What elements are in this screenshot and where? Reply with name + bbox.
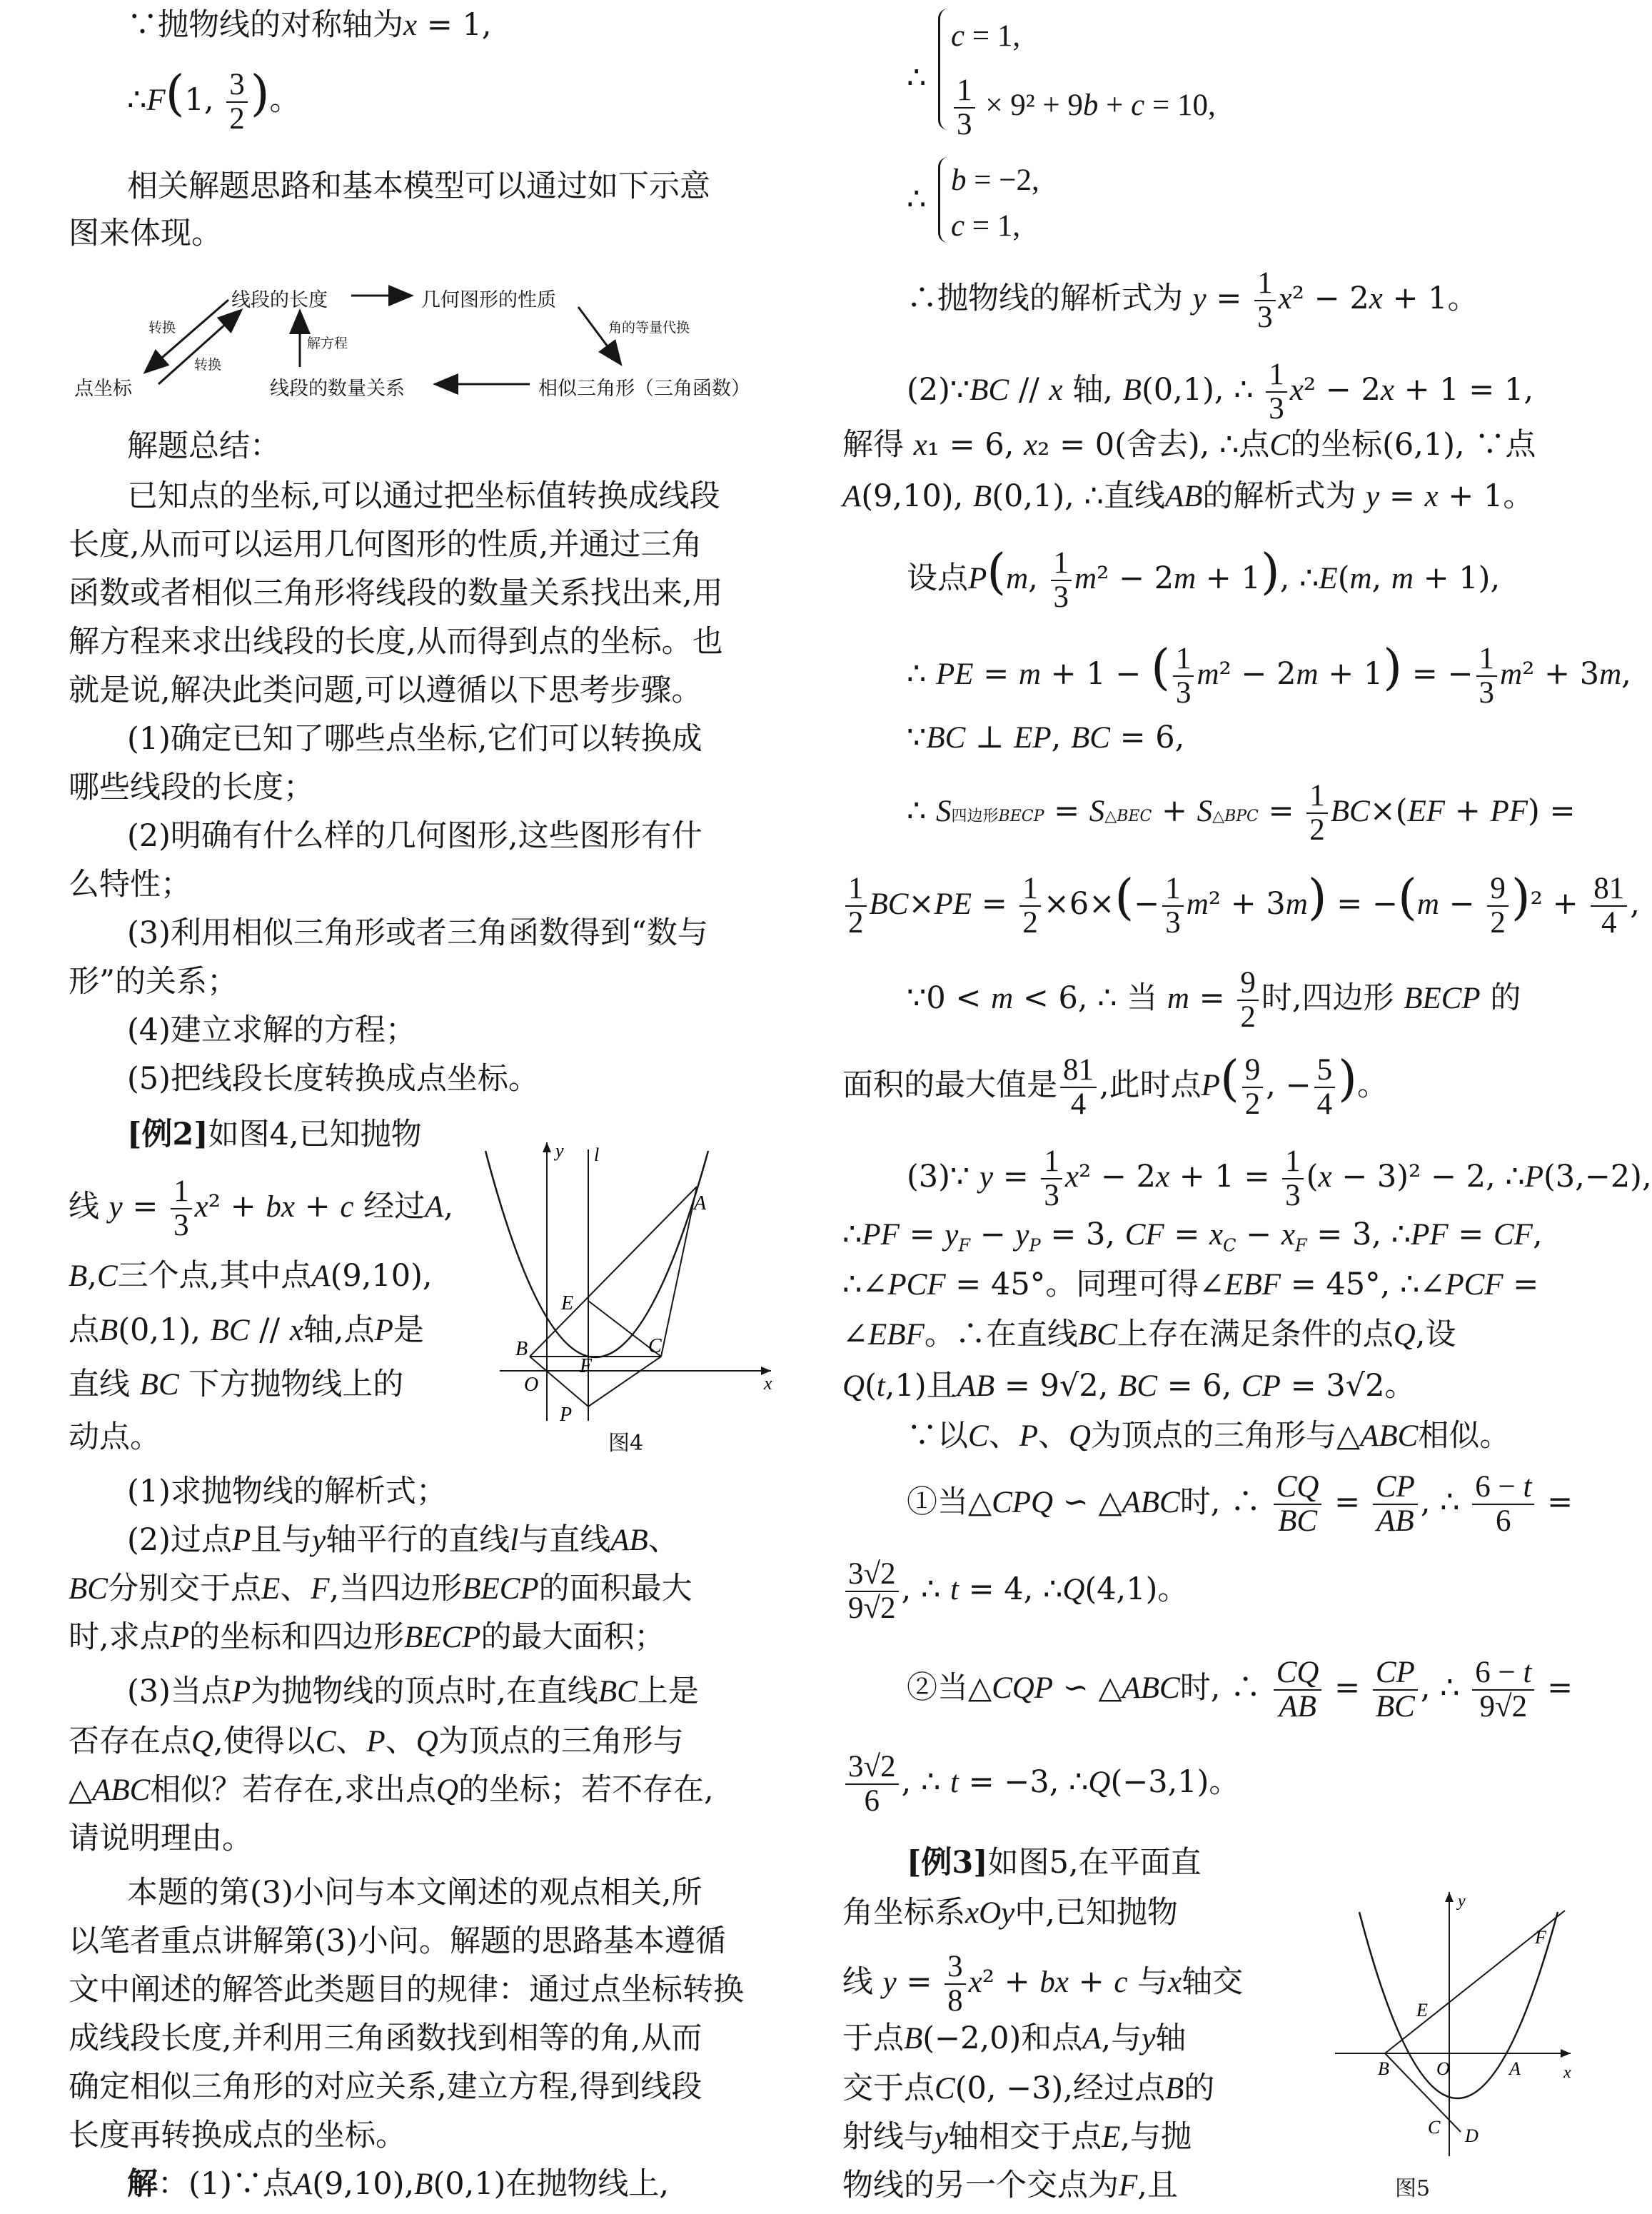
diagram-edge-label: 角的等量代换	[608, 320, 690, 336]
text-line: 文中阐述的解答此类题目的规律：通过点坐标转换	[69, 1972, 744, 2008]
fig5-label-O: O	[1436, 2058, 1450, 2079]
fig5-label-E: E	[1416, 2000, 1428, 2021]
diagram-arrows	[0, 271, 785, 414]
text-line: 确定相似三角形的对应关系,建立方程,得到线段	[69, 2069, 702, 2105]
text-line: 解：(1)∵点A(9,10),B(0,1)在抛物线上,	[127, 2166, 670, 2202]
text-line: ∵以C、P、Q为顶点的三角形与△ABC相似。	[907, 1418, 1511, 1454]
text-line: 直线 BC 下方抛物线上的	[69, 1367, 404, 1402]
text-line: 解得 x₁ = 6, x₂ = 0(舍去), ∴点C的坐标(6,1), ∵点	[842, 427, 1536, 463]
diagram-node-point-coordinates: 点坐标	[74, 378, 132, 400]
brace	[938, 9, 949, 130]
text-line: 角坐标系xOy中,已知抛物	[842, 1895, 1178, 1931]
equation-line: b = −2,	[951, 163, 1039, 197]
text-line: ∴ PE = m + 1 − ( $\frac{1}{3}$ m² − 2m + 1) = − $\frac{1}{3}$ m² + 3m,	[907, 639, 1631, 710]
text-line: 解题总结：	[127, 428, 281, 464]
diagram-edge-label: 转换	[194, 357, 222, 373]
text-line: 请说明理由。	[69, 1821, 253, 1856]
text-line: (3)∵ y = $\frac{1}{3}$ x² − 2x + 1 = $\frac{1}{3}$ (x − 3)² − 2, ∴P(3,−2),	[907, 1144, 1652, 1212]
text-line: 已知点的坐标,可以通过把坐标值转换成线段	[127, 478, 720, 514]
text-line: $\frac{3√2}{6}$ , ∴ t = −3, ∴Q(−3,1)。	[842, 1751, 1239, 1818]
text-line: (3)利用相似三角形或者三角函数得到“数与	[127, 915, 708, 951]
text-line: 动点。	[69, 1419, 161, 1455]
text-line: 形”的关系；	[69, 964, 238, 1000]
text-line: 长度,从而可以运用几何图形的性质,并通过三角	[69, 527, 702, 563]
text-line: 线 y = $\frac{1}{3}$ x² + bx + c 经过A,	[69, 1174, 454, 1242]
text-line: [例2]如图4,已知抛物	[127, 1117, 422, 1152]
figure-5	[1278, 1885, 1575, 2170]
diagram-node-geometry-properties: 几何图形的性质	[421, 289, 556, 311]
text-line: (1)确定已知了哪些点坐标,它们可以转换成	[127, 721, 702, 757]
text-line: 点B(0,1), BC // x轴,点P是	[69, 1312, 424, 1348]
fig4-label-P: P	[560, 1404, 573, 1426]
equation-line: c = 1,	[951, 209, 1021, 243]
text-line: A(9,10), B(0,1), ∴直线AB的解析式为 y = x + 1。	[842, 478, 1534, 514]
text-line: ∵0 < m < 6, ∴ 当 m = $\frac{9}{2}$ 时,四边形 BECP 的	[907, 966, 1521, 1034]
fig5-label-y: y	[1458, 1892, 1466, 1911]
text-line: ②当△CQP ∽ △ABC时, ∴ $\frac{CQ}{AB}$ = $\frac{CP}{BC}$ , ∴ $\frac{6 - t}{9√2}$ =	[907, 1656, 1573, 1724]
diagram-edge-label: 解方程	[307, 336, 348, 351]
text-line: ∴PF = $y_F - y_P = 3$, CF = $x_C - x_F = 3$, ∴PF = CF,	[842, 1217, 1543, 1256]
text-line: 么特性；	[69, 867, 191, 902]
text-line: (4)建立求解的方程；	[127, 1012, 416, 1048]
fig5-label-C: C	[1428, 2117, 1441, 2138]
text-line: ∴∠PCF = 45°。同理可得∠EBF = 45°, ∴∠PCF =	[842, 1267, 1539, 1302]
text-line: 函数或者相似三角形将线段的数量关系找出来,用	[69, 575, 723, 611]
equation-line: c = 1,	[951, 19, 1021, 53]
text-line: B,C三个点,其中点A(9,10),	[69, 1258, 433, 1294]
fig5-label-F: F	[1535, 1927, 1546, 1948]
text-line: 相关解题思路和基本模型可以通过如下示意	[127, 168, 710, 204]
text-line: ∵BC ⊥ EP, BC = 6,	[907, 720, 1185, 755]
text-line: (5)把线段长度转换成点坐标。	[127, 1061, 539, 1097]
text-line: 否存在点Q,使得以C、P、Q为顶点的三角形与	[69, 1724, 684, 1759]
text-line: 面积的最大值是 $\frac{81}{4}$ ,此时点P( $\frac{9}{2}$ , − $\frac{5}{4}$ )。	[842, 1050, 1389, 1121]
fig4-label-y: y	[555, 1140, 564, 1161]
text-line: 于点B(−2,0)和点A,与y轴	[842, 2021, 1187, 2056]
text-line: $\frac{1}{2}$ BC×PE = $\frac{1}{2}$ ×6×(− $\frac{1}{3}$ m² + 3m) = −(m − $\frac{9}{2}$ )² + $\frac{81}{4}$ ,	[842, 872, 1640, 940]
text-line: BC分别交于点E、F,当四边形BECP的面积最大	[69, 1571, 692, 1606]
text-line: 解方程来求出线段的长度,从而得到点的坐标。也	[69, 624, 723, 660]
brace	[938, 157, 949, 243]
text-line: 线 y = $\frac{3}{8}$ x² + bx + c 与x轴交	[842, 1950, 1244, 2018]
text-line: (2)∵BC // x 轴, B(0,1), ∴ $\frac{1}{3}$ x² − 2x + 1 = 1,	[907, 358, 1534, 426]
text-line: 哪些线段的长度；	[69, 770, 314, 805]
text-line: ∴F(1, $\frac{3}{2}$ )。	[127, 65, 301, 136]
text-line: ∴抛物线的解析式为 y = $\frac{1}{3}$ x² − 2x + 1。	[907, 266, 1479, 334]
fig4-label-C: C	[648, 1335, 662, 1357]
fig5-label-A: A	[1509, 2058, 1521, 2079]
text-line: 本题的第(3)小问与本文阐述的观点相关,所	[127, 1875, 702, 1911]
text-line: △ABC相似？若存在,求出点Q的坐标；若不存在,	[69, 1772, 714, 1808]
diagram-node-quantity-relation: 线段的数量关系	[270, 378, 405, 400]
diagram-edge-label: 转换	[148, 320, 176, 336]
figure-4-caption: 图4	[608, 1431, 644, 1456]
text-line: (2)过点P且与y轴平行的直线l与直线AB、	[127, 1522, 679, 1558]
text-line: (1)求抛物线的解析式；	[127, 1474, 447, 1509]
fig4-label-O: O	[524, 1374, 539, 1396]
text-line: ∠EBF。∴在直线BC上存在满足条件的点Q,设	[842, 1317, 1456, 1352]
text-line: ∴	[907, 60, 927, 96]
fig5-label-x: x	[1563, 2063, 1571, 2082]
diagram-node-segment-length: 线段的长度	[231, 289, 328, 311]
fig4-label-F: F	[580, 1355, 593, 1377]
diagram-node-similar-triangles: 相似三角形（三角函数）	[538, 378, 750, 400]
text-line: (3)当点P为抛物线的顶点时,在直线BC上是	[127, 1674, 699, 1709]
text-line: ∵抛物线的对称轴为x = 1,	[127, 7, 492, 43]
text-line: 射线与y轴相交于点E,与抛	[842, 2119, 1192, 2155]
text-line: 交于点C(0, −3),经过点B的	[842, 2070, 1215, 2106]
text-line: 就是说,解决此类问题,可以遵循以下思考步骤。	[69, 673, 702, 708]
text-line: 设点P(m, $\frac{1}{3}$ m² − 2m + 1), ∴E(m, m + 1),	[907, 543, 1501, 614]
fig5-label-B: B	[1378, 2058, 1389, 2079]
fig4-label-E: E	[561, 1292, 574, 1314]
equation-line: $\frac{1}{3}$ × 9² + 9b + c = 10,	[951, 74, 1216, 141]
text-line: ①当△CPQ ∽ △ABC时, ∴ $\frac{CQ}{BC}$ = $\frac{CP}{AB}$ , ∴ $\frac{6 - t}{6}$ =	[907, 1470, 1573, 1538]
figure-4	[471, 1135, 785, 1435]
text-line: 图来体现。	[69, 216, 222, 251]
text-line: 长度再转换成点的坐标。	[69, 2118, 406, 2153]
text-line: 时,求点P的坐标和四边形BECP的最大面积；	[69, 1619, 665, 1655]
text-line: 以笔者重点讲解第(3)小问。解题的思路基本遵循	[69, 1923, 726, 1959]
fig4-label-A: A	[694, 1192, 707, 1214]
fig4-label-l: l	[594, 1144, 600, 1165]
text-line: $\frac{3√2}{9√2}$ , ∴ t = 4, ∴Q(4,1)。	[842, 1558, 1188, 1625]
text-line: Q(t,1)且AB = 9√2, BC = 6, CP = 3√2。	[842, 1368, 1416, 1404]
text-line: [例3]如图5,在平面直	[907, 1845, 1202, 1881]
text-line: 物线的另一个交点为F,且	[842, 2168, 1178, 2203]
text-line: ∴ S四边形BECP = S△BEC + S△BPC = $\frac{1}{2}$ BC×(EF + PF) =	[907, 779, 1576, 847]
text-line: ∴	[907, 181, 927, 217]
fig4-label-B: B	[515, 1338, 528, 1360]
fig5-label-D: D	[1465, 2125, 1479, 2146]
fig4-label-x: x	[764, 1373, 772, 1394]
figure-5-caption: 图5	[1395, 2176, 1431, 2201]
text-line: (2)明确有什么样的几何图形,这些图形有什	[127, 818, 702, 854]
text-line: 成线段长度,并利用三角函数找到相等的角,从而	[69, 2021, 702, 2056]
